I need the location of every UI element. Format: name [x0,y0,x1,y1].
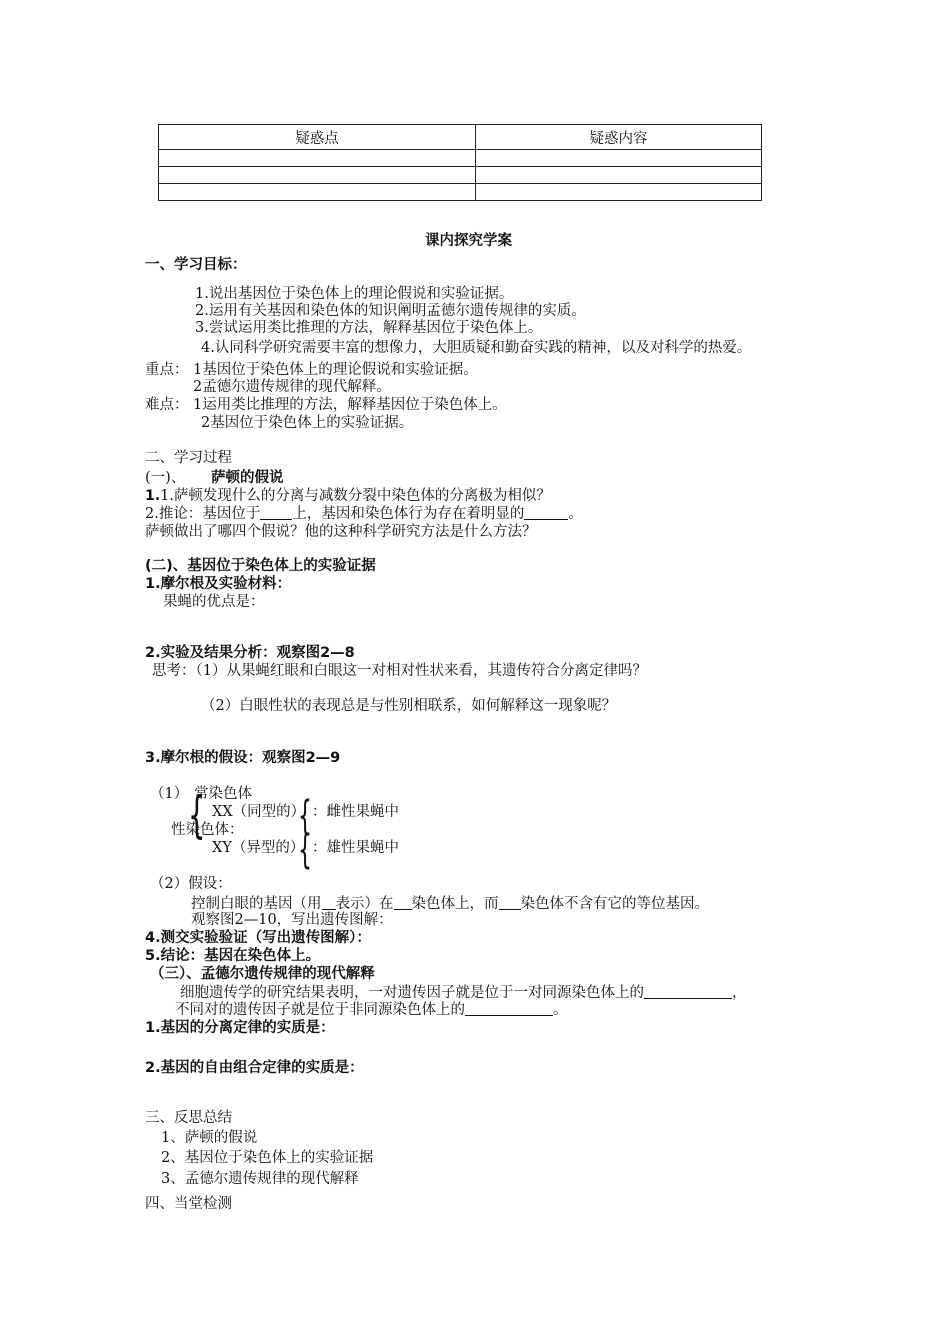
modern-explanation-text: 不同对的遗传因子就是位于非同源染色体上的 [175,1002,465,1018]
xy-label: XY（异型的） [212,840,305,856]
table-row [159,150,762,167]
testcross-verification: 4.测交实验验证（写出遗传图解）： [145,930,371,946]
modern-explanation-line-2 [175,1001,568,1019]
left-brace-icon: { [188,786,206,844]
modern-explanation-line-1 [180,984,747,1002]
table-cell[interactable] [476,150,762,167]
blank-line[interactable] [465,1001,553,1016]
fruitfly-advantage: 果蝇的优点是： [163,594,265,610]
morgan-material: 1.摩尔根及实验材料： [145,576,292,592]
morgan-hypothesis: 3.摩尔根的假设：观察图2—9 [145,750,341,766]
section-heading-test: 四、当堂检测 [145,1196,232,1212]
hypothesis-2-part-c: 染色体上，而 [411,896,499,912]
xx-description: ：雌性果蝇中 [312,804,399,820]
hypothesis-2-part-b: 表示）在 [335,896,394,912]
reflection-item: 2、基因位于染色体上的实验证据 [161,1150,374,1166]
part2-title: (二)、基因位于染色体上的实验证据 [145,558,376,574]
think-question-2: （2）白眼性状的表现总是与性别相联系，如何解释这一现象呢？ [201,698,617,714]
blank-line[interactable] [394,895,412,910]
doubt-table [158,124,762,201]
difficulty-point: 1运用类比推理的方法，解释基因位于染色体上。 [193,397,507,413]
difficulty-label: 难点： [145,397,189,413]
reflection-item: 3、孟德尔遗传规律的现代解释 [161,1171,359,1187]
blank-line[interactable] [524,505,568,520]
reflection-item: 1、萨顿的假说 [161,1130,258,1146]
table-header-row [159,125,762,150]
modern-explanation-text: 细胞遗传学的研究结果表明，一对遗传因子就是位于一对同源染色体上的 [180,985,644,1001]
key-point: 1基因位于染色体上的理论假说和实验证据。 [193,362,478,378]
punctuation: 。 [553,1002,568,1018]
page-title: 课内探究学案 [425,233,512,249]
blank-line[interactable] [260,505,292,520]
hypothesis-2-part-a: 控制白眼的基因（用 [191,896,322,912]
conclusion: 5.结论：基因在染色体上。 [145,948,321,964]
key-point: 2孟德尔遗传规律的现代解释。 [193,379,391,395]
question-1: 1.1.萨顿发现什么的分离与减数分裂中染色体的分离极为相似？ [145,488,551,504]
table-cell[interactable] [159,150,476,167]
xx-label: XX（同型的） [212,804,306,820]
autosome-label: 常染色体 [194,786,252,802]
sex-chromosome-label: 性染色体： [171,822,244,838]
segregation-law-essence: 1.基因的分离定律的实质是： [145,1020,335,1036]
right-brace-icon: { [298,793,312,839]
goal-item: 4.认同科学研究需要丰富的想像力，大胆质疑和勤奋实践的精神，以及对科学的热爱。 [201,340,752,356]
question-3: 萨顿做出了哪四个假说？他的这种科学研究方法是什么方法？ [145,524,537,540]
independent-assortment-essence: 2.基因的自由组合定律的实质是： [145,1060,364,1076]
goal-item: 3.尝试运用类比推理的方法，解释基因位于染色体上。 [195,320,543,336]
section-heading-reflection: 三、反思总结 [145,1110,232,1126]
hypothesis-2-label: （2）假设： [150,876,232,892]
question-2-part-b: 上，基因和染色体行为存在着明显的 [292,506,525,522]
question-2 [145,505,583,523]
key-label: 重点： [145,362,189,378]
hypothesis-2-text [191,895,709,913]
header-doubt-point: 疑惑点 [159,125,476,150]
punctuation: ， [732,985,747,1001]
table-row [159,184,762,201]
right-brace-icon: { [298,827,312,873]
experiment-analysis: 2.实验及结果分析：观察图2—8 [145,645,355,661]
part1-number: (一)、 [145,470,186,486]
table-cell[interactable] [476,167,762,184]
section-heading-goals: 一、学习目标： [145,257,247,273]
table-cell[interactable] [159,167,476,184]
question-1-text: 1.萨顿发现什么的分离与减数分裂中染色体的分离极为相似？ [160,488,551,504]
blank-line[interactable] [322,895,336,910]
goal-item: 1.说出基因位于染色体上的理论假说和实验证据。 [195,286,514,302]
part3-title: （三）、孟德尔遗传规律的现代解释 [150,966,375,982]
think-question-1: 思考：（1）从果蝇红眼和白眼这一对相对性状来看，其遗传符合分离定律吗？ [152,663,647,679]
question-2-part-a: 2.推论：基因位于 [145,506,261,522]
header-doubt-content: 疑惑内容 [476,125,762,150]
table-cell[interactable] [476,184,762,201]
xy-description: ：雄性果蝇中 [312,840,399,856]
goal-item: 2.运用有关基因和染色体的知识阐明孟德尔遗传规律的实质。 [195,303,586,319]
question-2-part-c: 。 [568,506,583,522]
hypothesis-2-part-d: 染色体不含有它的等位基因。 [520,896,709,912]
difficulty-point: 2基因位于染色体上的实验证据。 [201,415,414,431]
blank-line[interactable] [644,984,732,999]
hypothesis-1-number: （1） [150,786,189,802]
table-cell[interactable] [159,184,476,201]
table-row [159,167,762,184]
part1-title: 萨顿的假说 [211,470,284,486]
observe-figure: 观察图2—10，写出遗传图解： [191,912,393,928]
section-heading-process: 二、学习过程 [145,450,232,466]
blank-line[interactable] [499,895,521,910]
